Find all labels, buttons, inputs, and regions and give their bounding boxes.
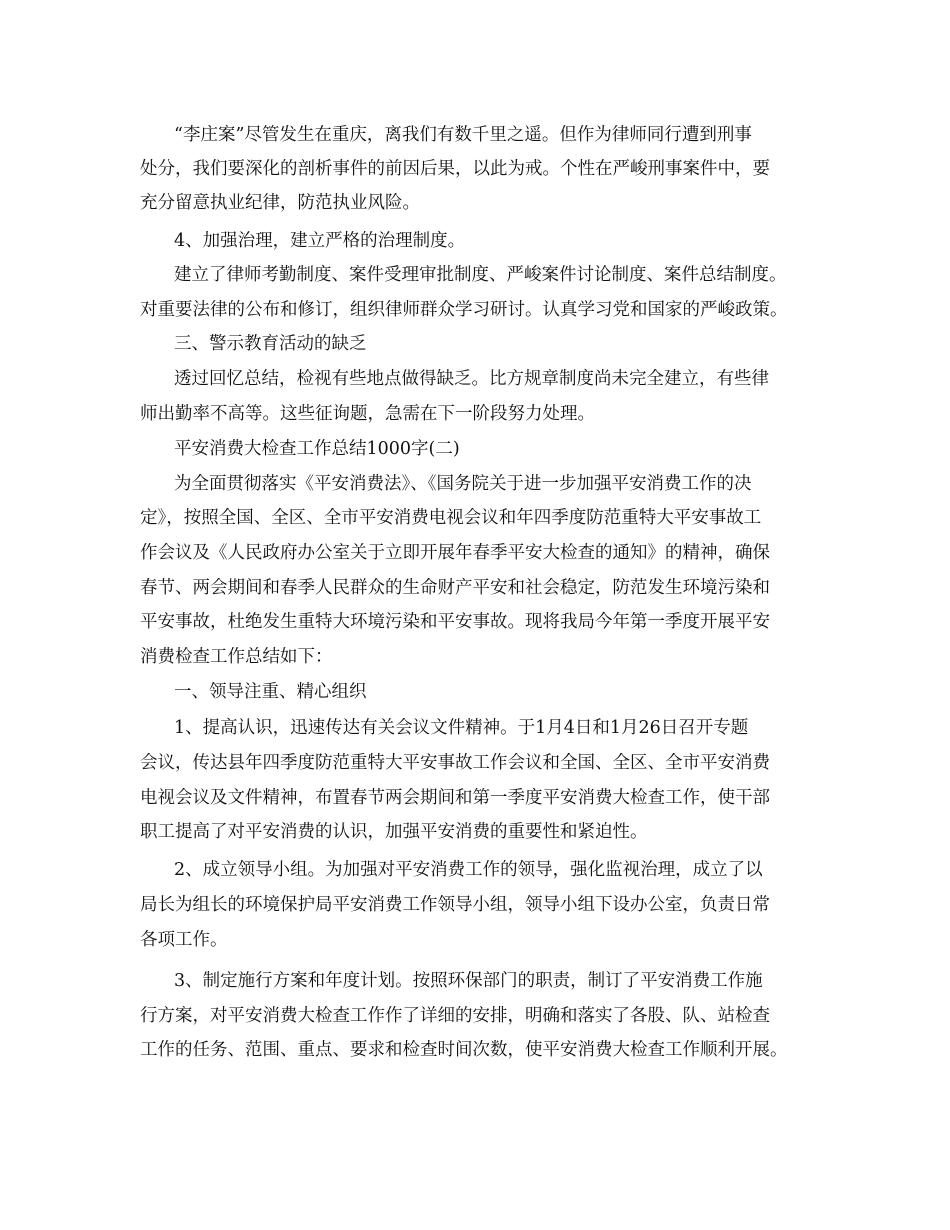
paragraph-line: 平安事故，杜绝发生重特大环境污染和平安事故。现将我局今年第一季度开展平安 [140,612,770,632]
paragraph-line: 为全面贯彻落实《平安消费法》、《国务院关于进一步加强平安消费工作的决 [174,474,752,494]
paragraph-line: 工作的任务、范围、重点、要求和检查时间次数，使平安消费大检查工作顺利开展。 [140,1040,788,1060]
paragraph-line: 职工提高了对平安消费的认识，加强平安消费的重要性和紧迫性。 [140,822,648,842]
paragraph-line: 师出勤率不高等。这些征询题，急需在下一阶段努力处理。 [140,404,595,424]
paragraph-line: 春节、两会期间和春季人民群众的生命财产平安和社会稳定，防范发生环境污染和 [140,578,770,598]
section-heading: 4、加强治理，建立严格的治理制度。 [174,231,466,251]
paragraph-line: 作会议及《人民政府办公室关于立即开展年春季平安大检查的通知》的精神，确保 [140,543,770,563]
paragraph-line: 处分，我们要深化的剖析事件的前因后果，以此为戒。个性在严峻刑事案件中，要 [140,159,770,179]
paragraph-line: 3、制定施行方案和年度计划。按照环保部门的职责，制订了平安消费工作施 [174,971,763,991]
document-subtitle: 平安消费大检查工作总结1000字(二) [174,439,460,459]
paragraph-line: 对重要法律的公布和修订，组织律师群众学习研讨。认真学习党和国家的严峻政策。 [140,300,788,320]
paragraph-line: 会议，传达县年四季度防范重特大平安事故工作会议和全国、全区、全市平安消费 [140,753,770,773]
paragraph-line: 透过回忆总结，检视有些地点做得缺乏。比方规章制度尚未完全建立，有些律 [174,369,769,389]
paragraph-line: 各项工作。 [140,930,228,950]
paragraph-line: 1、提高认识，迅速传达有关会议文件精神。于1月4日和1月26日召开专题 [174,718,749,738]
paragraph-line: 消费检查工作总结如下： [140,647,333,667]
paragraph-line: 定》，按照全国、全区、全市平安消费电视会议和年四季度防范重特大平安事故工 [140,508,762,528]
paragraph-line: 行方案，对平安消费大检查工作作了详细的安排，明确和落实了各股、队、站检查 [140,1006,770,1026]
section-heading: 一、领导注重、精心组织 [174,682,367,702]
paragraph-line: 2、成立领导小组。为加强对平安消费工作的领导，强化监视治理，成立了以 [174,860,763,880]
paragraph-line: 电视会议及文件精神，布置春节两会期间和第一季度平安消费大检查工作，使干部 [140,788,770,808]
paragraph-line: 建立了律师考勤制度、案件受理审批制度、严峻案件讨论制度、案件总结制度。 [174,265,787,285]
section-heading: 三、警示教育活动的缺乏 [174,334,367,354]
paragraph-line: “李庄案”尽管发生在重庆，离我们有数千里之遥。但作为律师同行遭到刑事 [174,125,752,145]
paragraph-line: 局长为组长的环境保护局平安消费工作领导小组，领导小组下设办公室，负责日常 [140,895,770,915]
paragraph-line: 充分留意执业纪律，防范执业风险。 [140,193,420,213]
